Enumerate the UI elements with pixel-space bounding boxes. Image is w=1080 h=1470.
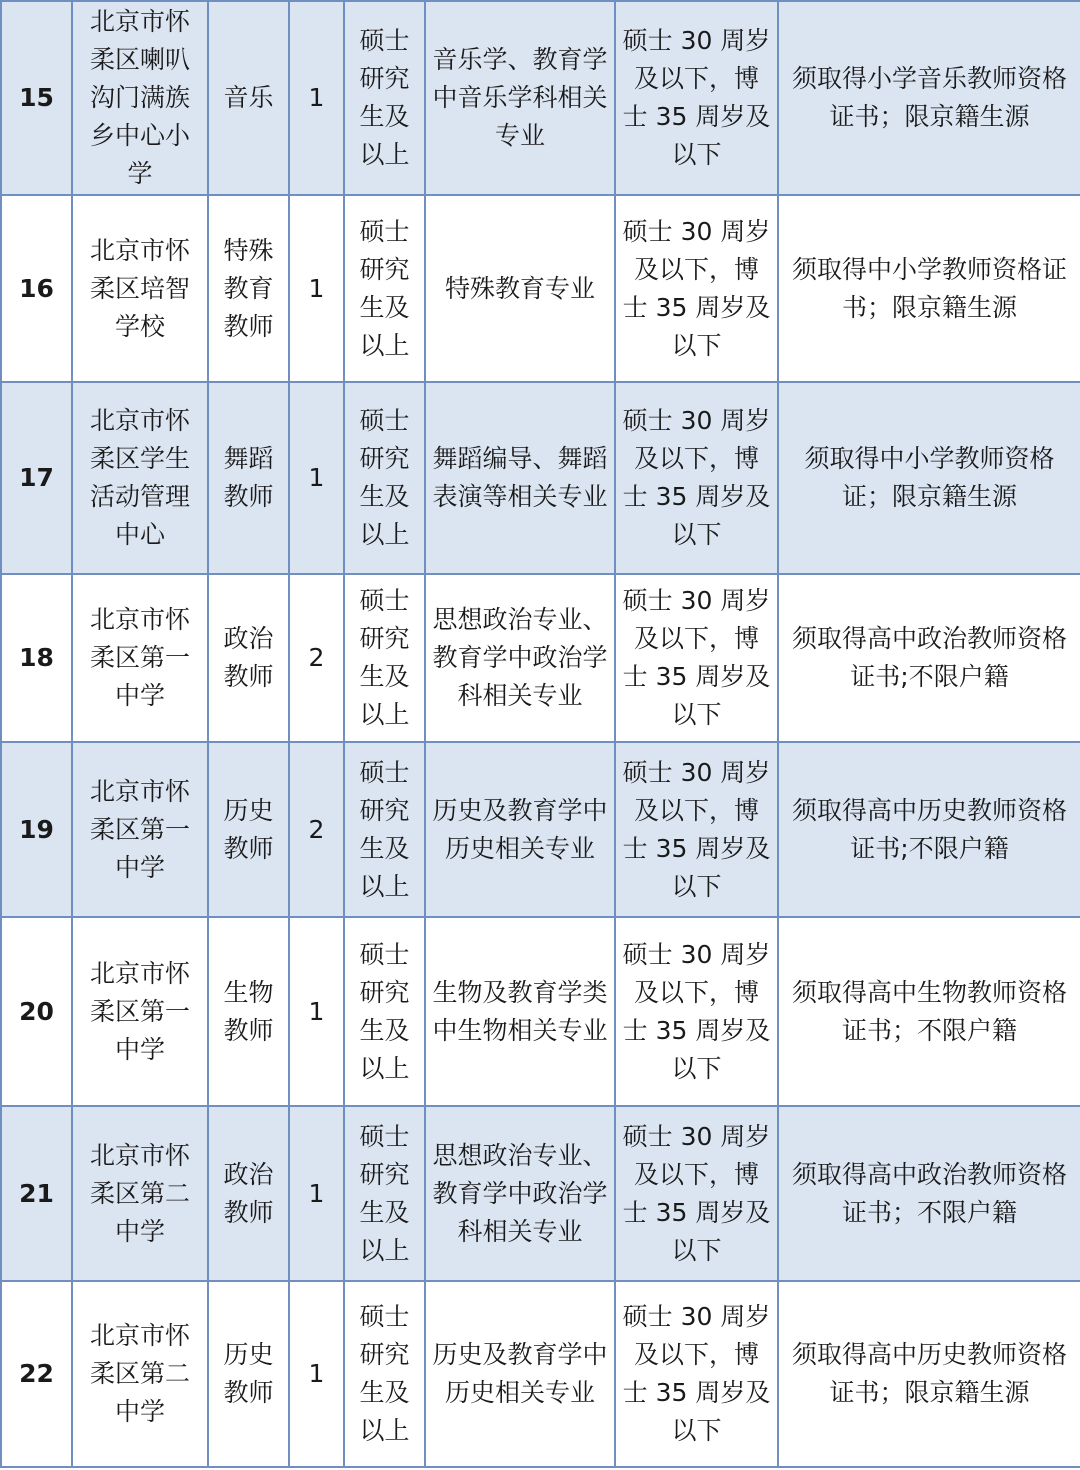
hire-count: 1	[289, 1281, 344, 1467]
other-requirement: 须取得高中政治教师资格证书；不限户籍	[778, 1106, 1080, 1281]
education-requirement: 硕士研究生及以上	[344, 574, 425, 742]
hire-count: 1	[289, 195, 344, 382]
age-requirement: 硕士 30 周岁及以下，博士 35 周岁及以下	[615, 917, 778, 1106]
unit-name: 北京市怀柔区培智学校	[72, 195, 208, 382]
position-name: 历史教师	[208, 742, 289, 917]
table-row	[1, 574, 1080, 742]
position-name: 音乐	[208, 1, 289, 195]
table-row	[1, 742, 1080, 917]
row-number: 15	[1, 1, 72, 195]
education-requirement: 硕士研究生及以上	[344, 1281, 425, 1467]
education-requirement: 硕士研究生及以上	[344, 195, 425, 382]
major-requirement: 音乐学、教育学中音乐学科相关专业	[425, 1, 615, 195]
unit-name: 北京市怀柔区第二中学	[72, 1106, 208, 1281]
table-row	[1, 382, 1080, 574]
major-requirement: 思想政治专业、教育学中政治学科相关专业	[425, 574, 615, 742]
table-row	[1, 917, 1080, 1106]
hire-count: 2	[289, 742, 344, 917]
table-row	[1, 1281, 1080, 1467]
age-requirement: 硕士 30 周岁及以下，博士 35 周岁及以下	[615, 574, 778, 742]
position-name: 舞蹈教师	[208, 382, 289, 574]
unit-name: 北京市怀柔区第二中学	[72, 1281, 208, 1467]
hire-count: 1	[289, 382, 344, 574]
major-requirement: 舞蹈编导、舞蹈表演等相关专业	[425, 382, 615, 574]
hire-count: 1	[289, 1106, 344, 1281]
education-requirement: 硕士研究生及以上	[344, 742, 425, 917]
unit-name: 北京市怀柔区学生活动管理中心	[72, 382, 208, 574]
age-requirement: 硕士 30 周岁及以下，博士 35 周岁及以下	[615, 1106, 778, 1281]
other-requirement: 须取得小学音乐教师资格证书；限京籍生源	[778, 1, 1080, 195]
row-number: 20	[1, 917, 72, 1106]
position-name: 生物教师	[208, 917, 289, 1106]
other-requirement: 须取得高中政治教师资格证书;不限户籍	[778, 574, 1080, 742]
education-requirement: 硕士研究生及以上	[344, 1106, 425, 1281]
row-number: 21	[1, 1106, 72, 1281]
unit-name: 北京市怀柔区第一中学	[72, 742, 208, 917]
unit-name: 北京市怀柔区第一中学	[72, 917, 208, 1106]
row-number: 16	[1, 195, 72, 382]
other-requirement: 须取得高中历史教师资格证书；限京籍生源	[778, 1281, 1080, 1467]
hire-count: 1	[289, 1, 344, 195]
age-requirement: 硕士 30 周岁及以下，博士 35 周岁及以下	[615, 742, 778, 917]
position-name: 政治教师	[208, 1106, 289, 1281]
other-requirement: 须取得高中历史教师资格证书;不限户籍	[778, 742, 1080, 917]
position-name: 历史教师	[208, 1281, 289, 1467]
row-number: 19	[1, 742, 72, 917]
row-number: 22	[1, 1281, 72, 1467]
major-requirement: 历史及教育学中历史相关专业	[425, 742, 615, 917]
education-requirement: 硕士研究生及以上	[344, 1, 425, 195]
age-requirement: 硕士 30 周岁及以下，博士 35 周岁及以下	[615, 382, 778, 574]
age-requirement: 硕士 30 周岁及以下，博士 35 周岁及以下	[615, 195, 778, 382]
age-requirement: 硕士 30 周岁及以下，博士 35 周岁及以下	[615, 1281, 778, 1467]
major-requirement: 思想政治专业、教育学中政治学科相关专业	[425, 1106, 615, 1281]
education-requirement: 硕士研究生及以上	[344, 917, 425, 1106]
unit-name: 北京市怀柔区第一中学	[72, 574, 208, 742]
other-requirement: 须取得中小学教师资格证；限京籍生源	[778, 382, 1080, 574]
row-number: 18	[1, 574, 72, 742]
other-requirement: 须取得中小学教师资格证书；限京籍生源	[778, 195, 1080, 382]
education-requirement: 硕士研究生及以上	[344, 382, 425, 574]
table-row	[1, 1, 1080, 195]
table-row	[1, 195, 1080, 382]
hire-count: 1	[289, 917, 344, 1106]
other-requirement: 须取得高中生物教师资格证书；不限户籍	[778, 917, 1080, 1106]
row-number: 17	[1, 382, 72, 574]
position-name: 政治教师	[208, 574, 289, 742]
unit-name: 北京市怀柔区喇叭沟门满族乡中心小学	[72, 1, 208, 195]
major-requirement: 历史及教育学中历史相关专业	[425, 1281, 615, 1467]
major-requirement: 生物及教育学类中生物相关专业	[425, 917, 615, 1106]
position-name: 特殊教育教师	[208, 195, 289, 382]
hire-count: 2	[289, 574, 344, 742]
age-requirement: 硕士 30 周岁及以下，博士 35 周岁及以下	[615, 1, 778, 195]
major-requirement: 特殊教育专业	[425, 195, 615, 382]
table-row	[1, 1106, 1080, 1281]
